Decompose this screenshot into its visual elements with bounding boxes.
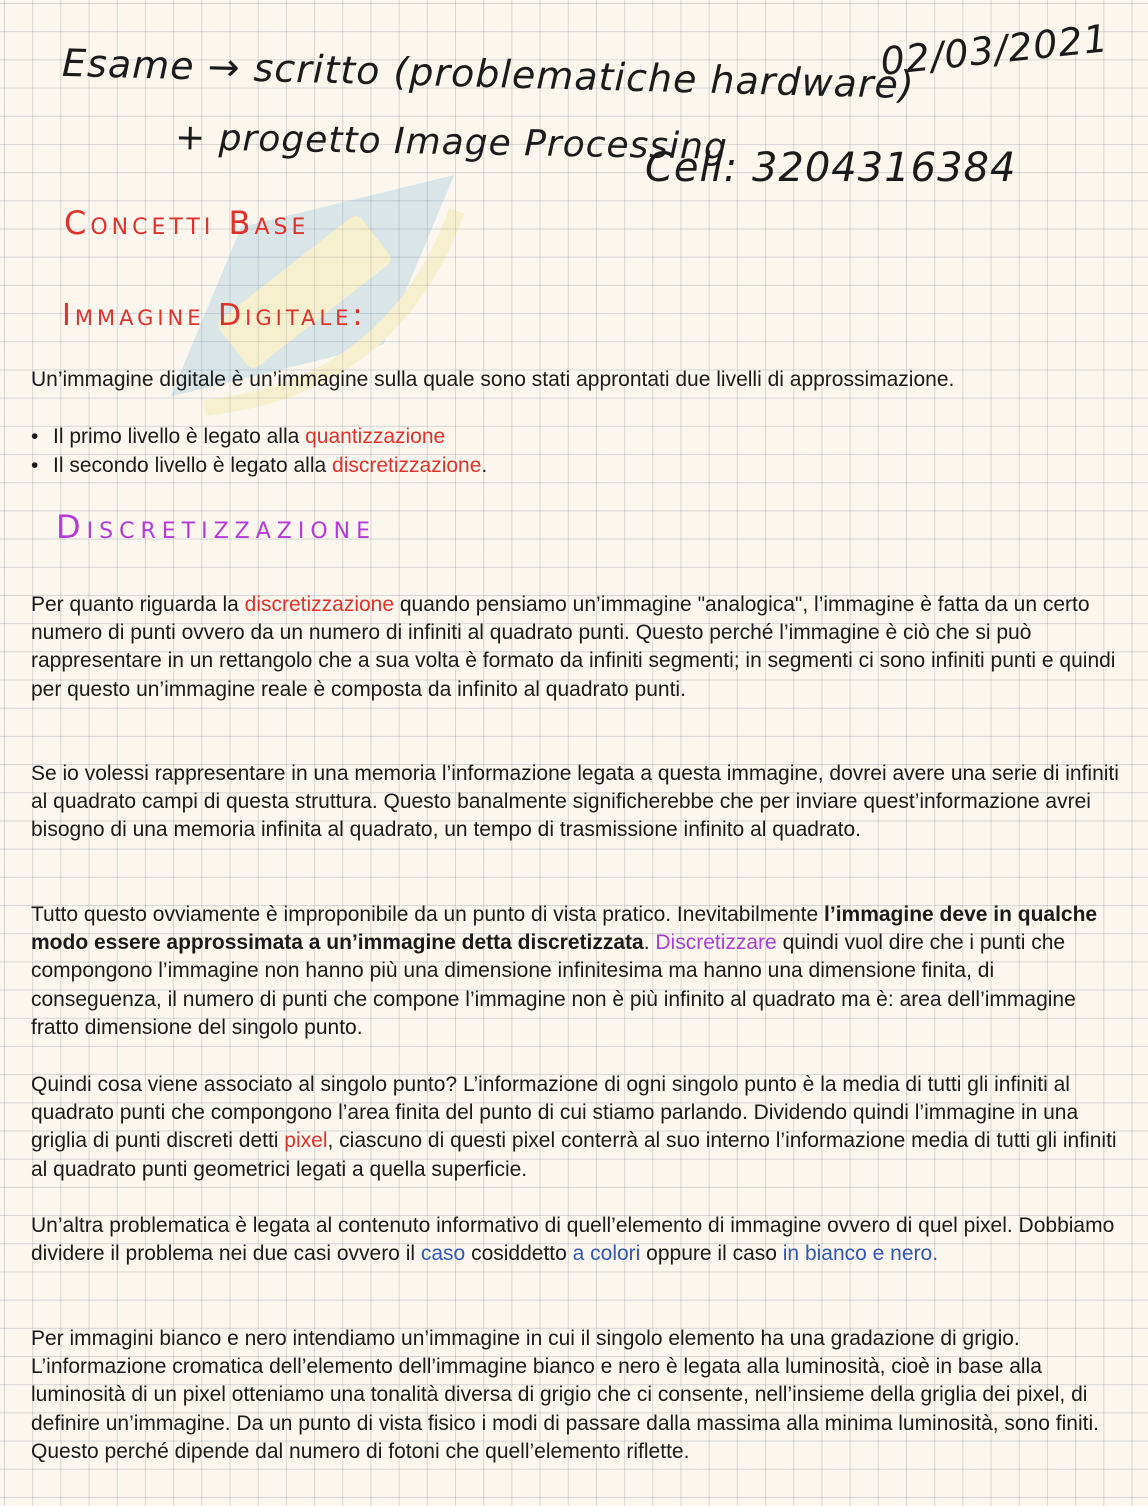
heading-immagine-digitale: Immagine Digitale: xyxy=(62,298,367,333)
paragraph-black-white: Per immagini bianco e nero intendiamo un’immagine in cui il singolo elemento ha una gradazione di grigio. L’informazione cromatica dell’elemento dell’immagine bianco e nero è legata alla luminosità, cioè in base alla luminosità di un pixel otteniamo una tonalità diversa di grigio che ci consente, nell’insieme della griglia dei pixel, di definire un’immagine. Da un punto di vista fisico i modi di passare dalla massima alla minima luminosità, sono finiti. Questo perché dipende dal numero di fotoni che quell’elemento riflette. xyxy=(31,1327,1099,1463)
list-item: • Il secondo livello è legato alla discretizzazione. xyxy=(31,451,487,480)
paragraph-memory: Se io volessi rappresentare in una memoria l’informazione legata a questa immagine, dovrei avere una serie di infiniti al quadrato campi di questa struttura. Questo banalmente significherebbe che per inviare quest’informazione avrei bisogno di una memoria infinita al quadrato, un tempo di trasmissione infinito al quadrato. xyxy=(31,762,1119,842)
heading-discretizzazione: Discretizzazione xyxy=(56,508,376,546)
handwritten-cell-number: Cell: 3204316384 xyxy=(645,145,1017,191)
highlight-caso: caso xyxy=(420,1242,466,1266)
highlight-quantizzazione: quantizzazione xyxy=(305,425,446,448)
bold-statement: l’immagine deve in qualche modo essere approssimata a un’immagine detta discretizzata xyxy=(31,903,1098,955)
paragraph-information-content: Un’altra problematica è legata al contenuto informativo di quell’elemento di immagine ovvero di quel pixel. Dobbiamo dividere il problema nei due casi ovvero il caso cosiddetto a colori oppure il caso in bianco e nero. xyxy=(31,1214,1115,1266)
handwritten-exam-line: Esame → scritto (problematiche hardware) xyxy=(61,40,916,108)
heading-concetti-base: Concetti Base xyxy=(64,204,310,242)
approximation-levels-list xyxy=(31,422,487,480)
highlight-a-colori: a colori xyxy=(572,1242,641,1266)
handwritten-date: 02/03/2021 xyxy=(878,16,1111,84)
highlight-bianco-e-nero: in bianco e nero. xyxy=(782,1242,939,1266)
highlight-discretizzazione: discretizzazione xyxy=(332,454,482,477)
handwritten-project-line: + progetto Image Processing xyxy=(174,117,729,168)
intro-paragraph: Un’immagine digitale è un’immagine sulla quale sono stati approntati due livelli di approssimazione. xyxy=(31,368,955,391)
highlight-discretizzazione-inline: discretizzazione xyxy=(244,593,395,616)
paragraph-discretized-image: Tutto questo ovviamente è improponibile da un punto di vista pratico. Inevitabilmente l’immagine deve in qualche modo essere approssimata a un’immagine detta discretizzata. Discretizzare quindi vuol dire che i punti che compongono l’immagine non hanno più una dimensione infinitesima ma hanno una dimensione finita, di conseguenza, il numero di punti che compone l’immagine non è più infinito al quadrato ma è: area dell’immagine fratto dimensione del singolo punto. xyxy=(31,903,1098,1039)
list-item: • Il primo livello è legato alla quantizzazione xyxy=(31,422,487,451)
highlight-pixel: pixel xyxy=(284,1129,328,1153)
highlight-discretizzare: Discretizzare xyxy=(655,931,777,955)
paragraph-single-point: Quindi cosa viene associato al singolo punto? L’informazione di ogni singolo punto è la media di tutti gli infiniti al quadrato punti che compongono l’area finita del punto di cui stiamo parlando. Dividendo quindi l’immagine in una griglia di punti discreti detti pixel, ciascuno di questi pixel conterrà al suo interno l’informazione media di tutti gli infiniti al quadrato punti geometrici legati a quella superficie. xyxy=(31,1073,1117,1181)
paragraph-analog-image: Per quanto riguarda la discretizzazione quando pensiamo un’immagine "analogica", l’immagine è fatta da un certo numero di punti ovvero da un numero di infiniti al quadrato punti. Questo perché l’immagine è ciò che si può rappresentare in un rettangolo che a sua volta è formato da infiniti segmenti; in segmenti ci sono infiniti punti e quindi per questo un’immagine reale è composta da infinito al quadrato punti. xyxy=(31,593,1116,701)
